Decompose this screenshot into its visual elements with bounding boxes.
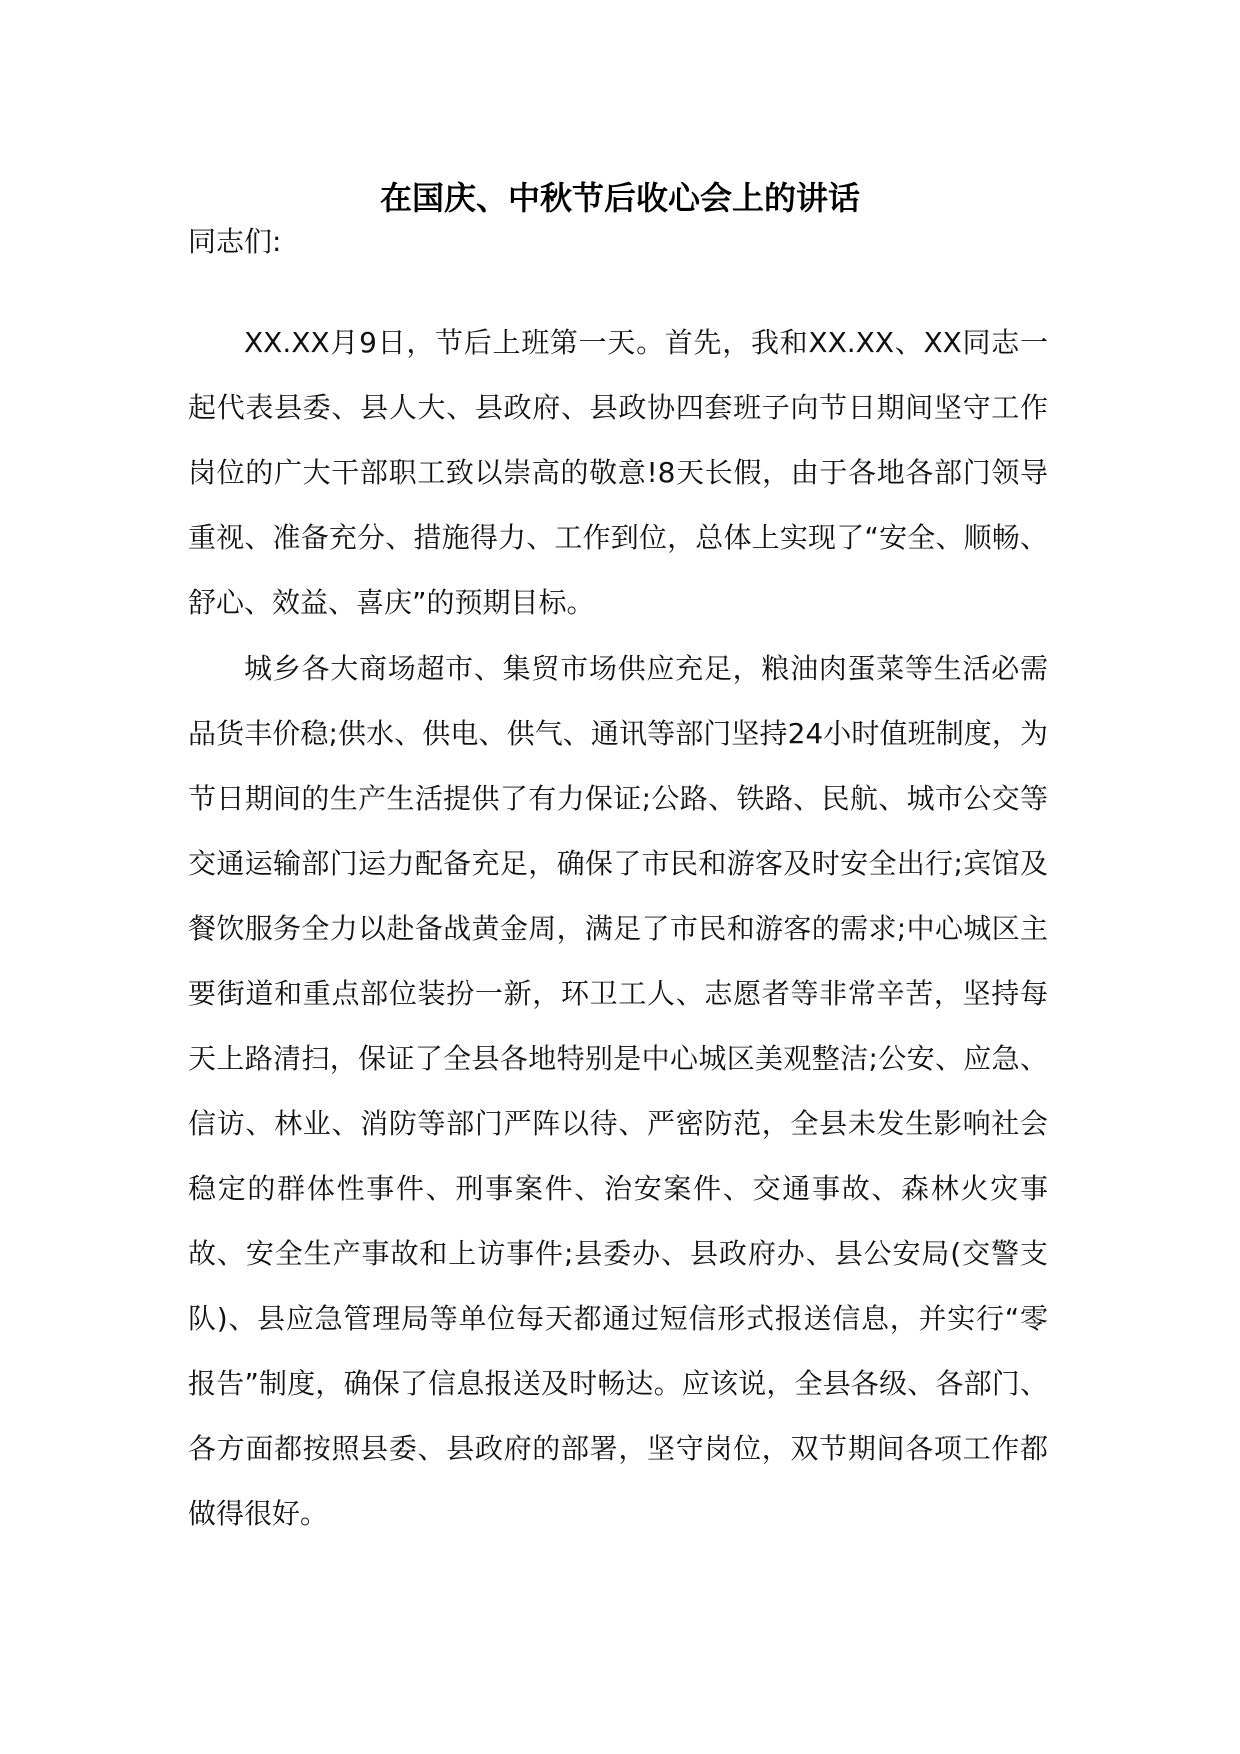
- salutation: 同志们:: [188, 225, 282, 258]
- paragraph-2: 城乡各大商场超市、集贸市场供应充足，粮油肉蛋菜等生活必需品货丰价稳;供水、供电、供气、通讯等部门坚持24小时值班制度，为节日期间的生产生活提供了有力保证;公路、铁路、民航、城市公交等交通运输部门运力配备充足，确保了市民和游客及时安全出行;宾馆及餐饮服务全力以赴备战黄金周，满足了市民和游客的需求;中心城区主要街道和重点部位装扮一新，环卫工人、志愿者等非常辛苦，坚持每天上路清扫，保证了全县各地特别是中心城区美观整洁;公安、应急、信访、林业、消防等部门严阵以待、严密防范，全县未发生影响社会稳定的群体性事件、刑事案件、治安案件、交通事故、森林火灾事故、安全生产事故和上访事件;县委办、县政府办、县公安局(交警支队)、县应急管理局等单位每天都通过短信形式报送信息，并实行“零报告”制度，确保了信息报送及时畅达。应该说，全县各级、各部门、各方面都按照县委、县政府的部署，坚守岗位，双节期间各项工作都做得很好。: [188, 652, 1048, 1530]
- document-title: 在国庆、中秋节后收心会上的讲话: [379, 179, 860, 217]
- paragraph-1: XX.XX月9日，节后上班第一天。首先，我和XX.XX、XX同志一起代表县委、县人大、县政府、县政协四套班子向节日期间坚守工作岗位的广大干部职工致以崇高的敬意!8天长假，由于各地各部门领导重视、准备充分、措施得力、工作到位，总体上实现了“安全、顺畅、舒心、效益、喜庆”的预期目标。: [188, 326, 1048, 619]
